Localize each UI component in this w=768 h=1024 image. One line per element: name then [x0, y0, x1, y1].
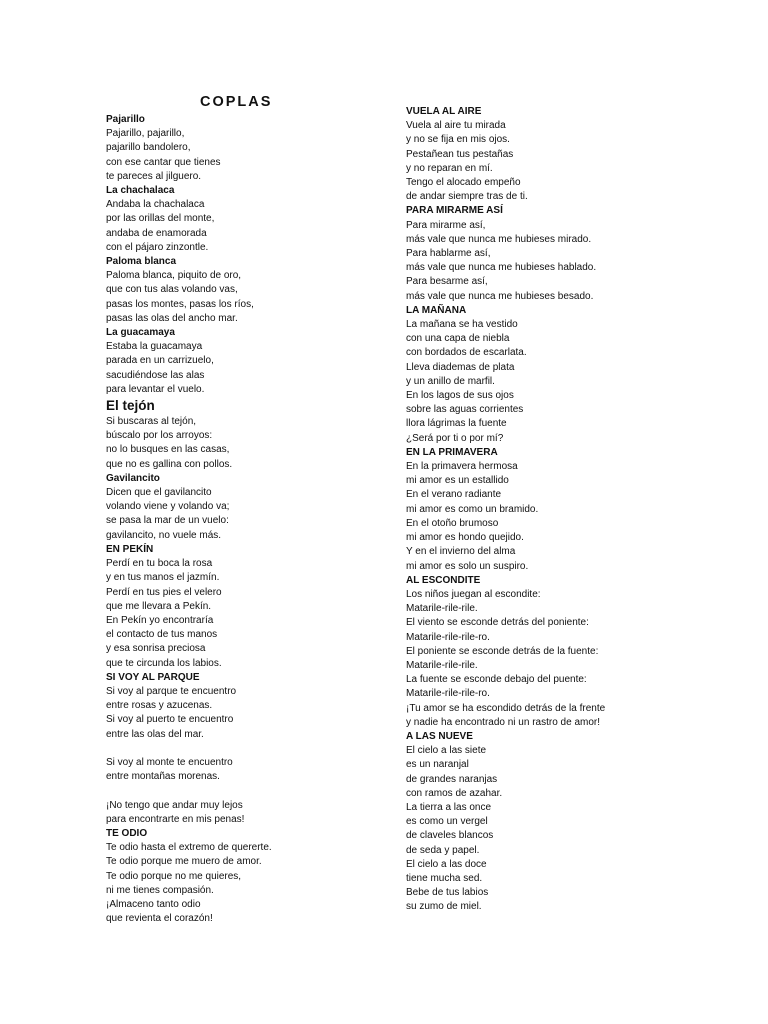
poem-line: para encontrarte en mis penas!: [106, 813, 245, 825]
poem-line: con una capa de niebla: [406, 333, 510, 345]
poem-line: pajarillo bandolero,: [106, 142, 191, 154]
poem-line: La mañana se ha vestido: [406, 319, 518, 331]
poem-section: [406, 204, 746, 303]
poem-section: [106, 472, 406, 543]
poem-section: [406, 304, 746, 446]
poem-heading: EN PEKÍN: [106, 543, 154, 555]
poem-section: [406, 730, 746, 915]
poem-heading: El tejón: [106, 398, 155, 414]
poem-line: Si buscaras al tejón,: [106, 416, 197, 428]
poem-line: parada en un carrizuelo,: [106, 355, 214, 367]
poem-line: En la primavera hermosa: [406, 461, 518, 473]
poem-line: es como un vergel: [406, 816, 488, 828]
poem-line: con ese cantar que tienes: [106, 156, 221, 168]
poem-line: de grandes naranjas: [406, 773, 498, 785]
poem-line: En los lagos de sus ojos: [406, 390, 514, 402]
right-column: [406, 105, 746, 915]
poem-line: más vale que nunca me hubieses mirado.: [406, 233, 592, 245]
poem-section: [106, 113, 406, 184]
poem-line: de andar siempre tras de ti.: [406, 191, 528, 203]
poem-line: mi amor es un estallido: [406, 475, 509, 487]
poem-line: El poniente se esconde detrás de la fuente:: [406, 645, 599, 657]
poem-line: más vale que nunca me hubieses besado.: [406, 290, 594, 302]
poem-line: Si voy al parque te encuentro: [106, 685, 237, 697]
poem-section: [406, 105, 746, 204]
poem-line: ¡Almaceno tanto odio: [106, 898, 201, 910]
poem-line: más vale que nunca me hubieses hablado.: [406, 262, 597, 274]
poem-line: pasas las olas del ancho mar.: [106, 312, 238, 324]
poem-line: para levantar el vuelo.: [106, 383, 205, 395]
poem-line: andaba de enamorada: [106, 227, 207, 239]
poem-line: y esa sonrisa preciosa: [106, 643, 206, 655]
poem-line: En Pekín yo encontraría: [106, 614, 214, 626]
poem-section: [406, 574, 746, 730]
poem-line: con el pájaro zinzontle.: [106, 241, 209, 253]
poem-line: Pestañean tus pestañas: [406, 148, 514, 160]
poem-heading: VUELA AL AIRE: [406, 106, 482, 117]
poem-heading: TE ODIO: [106, 827, 148, 839]
poem-line: que con tus alas volando vas,: [106, 284, 238, 296]
poem-line: Tengo el alocado empeño: [406, 177, 521, 189]
poem-line: Te odio porque me muero de amor.: [106, 856, 262, 868]
poem-line: Perdí en tu boca la rosa: [106, 558, 213, 570]
poem-line: Te odio porque no me quieres,: [106, 870, 242, 882]
poem-line: su zumo de miel.: [406, 901, 482, 913]
poem-heading: SI VOY AL PARQUE: [106, 671, 200, 683]
poem-heading: A LAS NUEVE: [406, 730, 473, 742]
poem-line: entre las olas del mar.: [106, 728, 204, 740]
poem-line: El viento se esconde detrás del poniente:: [406, 617, 589, 629]
poem-line: ¿Será por ti o por mí?: [406, 432, 504, 444]
poem-line: entre montañas morenas.: [106, 771, 220, 783]
poem-line: Para hablarme así,: [406, 248, 491, 260]
poem-line: búscalo por los arroyos:: [106, 430, 213, 442]
poem-line: Estaba la guacamaya: [106, 341, 203, 353]
poem-line: El cielo a las doce: [406, 858, 487, 870]
poem-heading: AL ESCONDITE: [406, 574, 481, 586]
poem-line: La fuente se esconde debajo del puente:: [406, 674, 587, 686]
poem-line: volando viene y volando va;: [106, 501, 230, 513]
poem-line: Para mirarme así,: [406, 219, 486, 231]
poem-heading: Paloma blanca: [106, 256, 177, 268]
poem-heading: La guacamaya: [106, 327, 175, 339]
poem-line: de seda y papel.: [406, 844, 480, 856]
poem-line: ¡No tengo que andar muy lejos: [106, 799, 243, 811]
poem-line: y nadie ha encontrado ni un rastro de amor!: [406, 716, 601, 728]
poem-line: llora lágrimas la fuente: [406, 418, 507, 430]
poem-line: pasas los montes, pasas los ríos,: [106, 298, 254, 310]
poem-line: que te circunda los labios.: [106, 657, 222, 669]
poem-line: mi amor es como un bramido.: [406, 503, 539, 515]
poem-section: [406, 446, 746, 574]
poem-line: El cielo a las siete: [406, 745, 487, 757]
poem-line: ¡Tu amor se ha escondido detrás de la frente: [406, 702, 606, 714]
poem-section: [106, 397, 406, 472]
poem-section: [106, 543, 406, 671]
poem-line: Si voy al puerto te encuentro: [106, 714, 234, 726]
poem-section: [106, 671, 406, 827]
poem-heading: LA MAÑANA: [406, 304, 467, 316]
poem-line: Dicen que el gavilancito: [106, 487, 212, 499]
poem-line: Te odio hasta el extremo de quererte.: [106, 842, 272, 854]
poem-line: por las orillas del monte,: [106, 213, 215, 225]
poem-line: [106, 784, 406, 798]
poem-section: [106, 184, 406, 255]
poem-line: Para besarme así,: [406, 276, 488, 288]
poem-line: Vuela al aire tu mirada: [406, 120, 506, 132]
poem-line: Perdí en tus pies el velero: [106, 586, 222, 598]
poem-heading: EN LA PRIMAVERA: [406, 446, 498, 458]
poem-line: Andaba la chachalaca: [106, 199, 205, 211]
poem-line: con ramos de azahar.: [406, 787, 503, 799]
poem-line: Lleva diademas de plata: [406, 361, 515, 373]
poem-line: mi amor es solo un suspiro.: [406, 560, 529, 572]
poem-line: se pasa la mar de un vuelo:: [106, 515, 229, 527]
poem-line: de claveles blancos: [406, 830, 494, 842]
poem-line: [106, 742, 406, 756]
poem-heading: La chachalaca: [106, 185, 175, 197]
poem-line: es un naranjal: [406, 759, 469, 771]
poem-line: mi amor es hondo quejido.: [406, 532, 524, 544]
left-column: [106, 113, 406, 926]
poem-line: Bebe de tus labios: [406, 887, 489, 899]
poem-line: Matarile-rile-rile.: [406, 659, 478, 671]
poem-section: [106, 255, 406, 326]
poem-line: Paloma blanca, piquito de oro,: [106, 270, 242, 282]
poem-line: el contacto de tus manos: [106, 629, 218, 641]
poem-line: Matarile-rile-rile-ro.: [406, 631, 490, 643]
poem-line: Si voy al monte te encuentro: [106, 756, 233, 768]
poem-line: y en tus manos el jazmín.: [106, 572, 220, 584]
poem-line: no lo busques en las casas,: [106, 444, 230, 456]
poem-line: que me llevara a Pekín.: [106, 600, 212, 612]
poem-line: con bordados de escarlata.: [406, 347, 527, 359]
poem-line: y no reparan en mí.: [406, 162, 493, 174]
poem-heading: Gavilancito: [106, 472, 160, 484]
poem-line: ni me tienes compasión.: [106, 884, 214, 896]
poem-heading: Pajarillo: [106, 114, 145, 125]
poem-line: que revienta el corazón!: [106, 913, 213, 925]
poem-line: gavilancito, no vuele más.: [106, 529, 222, 541]
poem-line: La tierra a las once: [406, 801, 492, 813]
poem-line: Matarile-rile-rile.: [406, 603, 478, 615]
poem-line: te pareces al jilguero.: [106, 170, 202, 182]
poem-line: Los niños juegan al escondite:: [406, 588, 541, 600]
poem-line: tiene mucha sed.: [406, 872, 483, 884]
poem-heading: PARA MIRARME ASÍ: [406, 205, 503, 217]
poem-line: que no es gallina con pollos.: [106, 458, 233, 470]
poem-line: En el verano radiante: [406, 489, 502, 501]
poem-line: y no se fija en mis ojos.: [406, 134, 510, 146]
poem-line: sacudiéndose las alas: [106, 369, 205, 381]
poem-line: En el otoño brumoso: [406, 517, 499, 529]
poem-line: Matarile-rile-rile-ro.: [406, 688, 490, 700]
poem-section: [106, 326, 406, 397]
poem-line: entre rosas y azucenas.: [106, 700, 213, 712]
poem-line: Pajarillo, pajarillo,: [106, 128, 185, 140]
poem-line: sobre las aguas corrientes: [406, 404, 524, 416]
document-title: COPLAS: [200, 94, 273, 110]
poem-section: [106, 827, 406, 926]
poem-line: y un anillo de marfil.: [406, 375, 495, 387]
poem-line: Y en el invierno del alma: [406, 546, 516, 558]
